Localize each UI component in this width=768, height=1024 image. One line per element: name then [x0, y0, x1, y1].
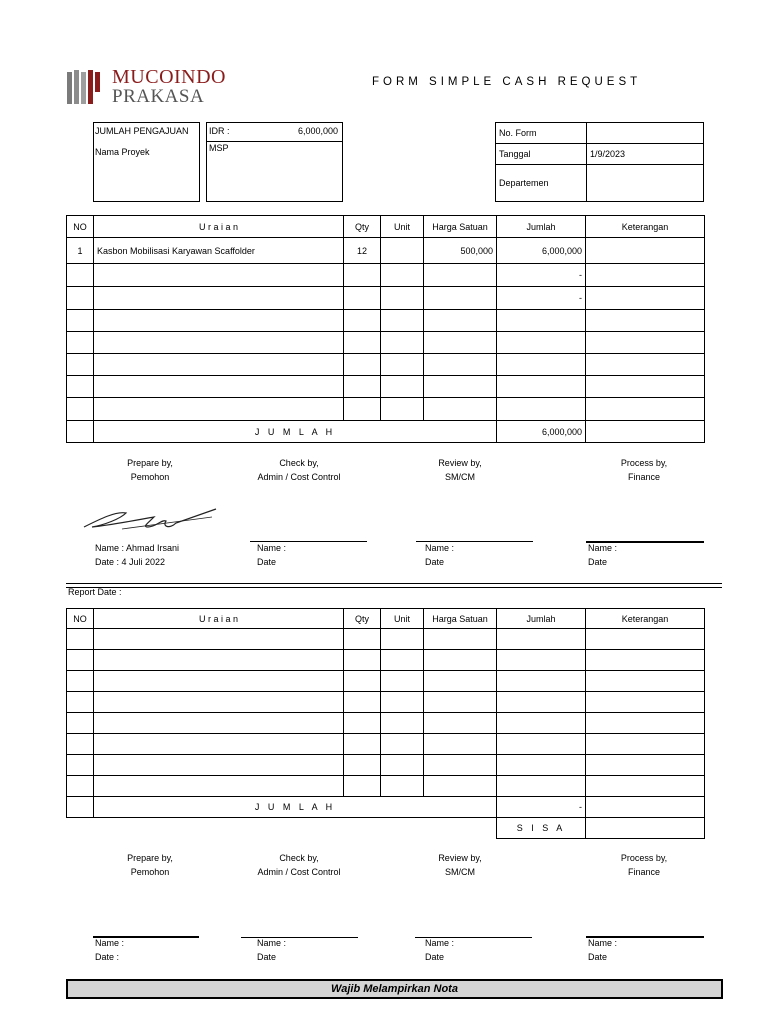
cell-uraian: Kasbon Mobilisasi Karyawan Scaffolder — [94, 238, 344, 264]
table-row — [67, 310, 705, 332]
cell-no — [67, 629, 94, 650]
cell-qty — [344, 629, 381, 650]
cell-harga — [424, 264, 497, 287]
cell-harga: 500,000 — [424, 238, 497, 264]
cell-qty — [344, 671, 381, 692]
cell-qty — [344, 734, 381, 755]
cell-jumlah — [497, 671, 586, 692]
sig2-prepare-role: Prepare by, — [127, 853, 173, 863]
cell-keterangan — [586, 713, 705, 734]
cell-qty — [344, 354, 381, 376]
sig1-line-check — [250, 541, 367, 542]
cell-harga — [424, 332, 497, 354]
sig2-review-role: Review by, — [438, 853, 482, 863]
section-divider — [66, 583, 722, 588]
sig2-process-sub: Finance — [627, 867, 661, 877]
cell-unit — [381, 671, 424, 692]
cell-jumlah: 6,000,000 — [497, 238, 586, 264]
cell-no — [67, 354, 94, 376]
cell-unit — [381, 287, 424, 310]
cell-no — [67, 376, 94, 398]
cell-jumlah — [497, 776, 586, 797]
table-row — [67, 398, 705, 421]
header-unit: Unit — [381, 609, 424, 629]
sig2-check-name: Name : — [257, 938, 287, 948]
cell-jumlah — [497, 755, 586, 776]
cell-keterangan — [586, 734, 705, 755]
cell-unit — [381, 310, 424, 332]
header-qty: Qty — [344, 609, 381, 629]
idr-divider — [206, 141, 343, 142]
sig1-review-role: Review by, — [438, 458, 482, 468]
cell-unit — [381, 376, 424, 398]
table-row — [67, 332, 705, 354]
cell-no — [67, 310, 94, 332]
table-row — [67, 755, 705, 776]
cell-no — [67, 287, 94, 310]
cell-jumlah — [497, 354, 586, 376]
tanggal-value: 1/9/2023 — [587, 144, 704, 165]
cell-uraian — [94, 354, 344, 376]
table-row — [67, 238, 705, 264]
cell-uraian — [94, 776, 344, 797]
cell-qty — [344, 376, 381, 398]
sisa-table — [496, 817, 705, 839]
sig1-prepare-role: Prepare by, — [127, 458, 173, 468]
sig1-prepare-date: Date : 4 Juli 2022 — [95, 557, 166, 567]
sig2-process-date: Date — [588, 952, 608, 962]
cell-uraian — [94, 398, 344, 421]
company-name-line2: PRAKASA — [112, 86, 205, 107]
cell-keterangan — [586, 310, 705, 332]
cell-qty — [344, 332, 381, 354]
cell-keterangan — [586, 629, 705, 650]
cell-no — [67, 755, 94, 776]
cell-jumlah — [497, 310, 586, 332]
cell-keterangan — [586, 398, 705, 421]
header-harga-satuan: Harga Satuan — [424, 216, 497, 238]
cell-unit — [381, 238, 424, 264]
header-no: NO — [67, 609, 94, 629]
report-date-label: Report Date : — [68, 587, 122, 597]
sig1-process-sub: Finance — [627, 472, 661, 482]
form-title: FORM SIMPLE CASH REQUEST — [372, 76, 642, 88]
cell-uraian — [94, 755, 344, 776]
header-no: NO — [67, 216, 94, 238]
cell-keterangan — [586, 287, 705, 310]
cell-jumlah — [497, 332, 586, 354]
table-row — [67, 692, 705, 713]
cell-keterangan — [586, 755, 705, 776]
idr-value: 6,000,000 — [297, 126, 338, 136]
cell-harga — [424, 287, 497, 310]
cell-unit — [381, 264, 424, 287]
cell-keterangan — [586, 692, 705, 713]
cell-qty — [344, 310, 381, 332]
cell-qty — [344, 755, 381, 776]
cell-keterangan — [586, 354, 705, 376]
cell-harga — [424, 376, 497, 398]
cell-unit — [381, 713, 424, 734]
total-value: - — [497, 797, 586, 818]
cell-no — [67, 776, 94, 797]
cell-no — [67, 398, 94, 421]
cell-harga — [424, 776, 497, 797]
sig2-prepare-name: Name : — [95, 938, 125, 948]
cell-uraian — [94, 671, 344, 692]
departemen-label: Departemen — [496, 165, 587, 202]
cell-jumlah: - — [497, 264, 586, 287]
cell-harga — [424, 671, 497, 692]
cell-unit — [381, 692, 424, 713]
table-row — [67, 713, 705, 734]
sig1-check-sub: Admin / Cost Control — [257, 472, 341, 482]
sig1-process-name: Name : — [588, 543, 618, 553]
cell-uraian — [94, 376, 344, 398]
header-qty: Qty — [344, 216, 381, 238]
table-row — [67, 776, 705, 797]
sig1-check-role: Check by, — [279, 458, 319, 468]
cell-qty — [344, 692, 381, 713]
header-uraian: U r a i a n — [94, 609, 344, 629]
table-row — [67, 650, 705, 671]
sig2-process-role: Process by, — [620, 853, 668, 863]
cell-unit — [381, 629, 424, 650]
table-row — [67, 354, 705, 376]
tanggal-label: Tanggal — [496, 144, 587, 165]
cell-uraian — [94, 713, 344, 734]
cell-uraian — [94, 629, 344, 650]
idr-label: IDR : — [209, 126, 230, 136]
cell-keterangan — [586, 238, 705, 264]
cell-uraian — [94, 310, 344, 332]
departemen-value — [587, 165, 704, 202]
cell-keterangan — [586, 671, 705, 692]
cell-jumlah — [497, 398, 586, 421]
sig1-prepare-name: Name : Ahmad Irsani — [95, 543, 180, 553]
sig1-review-date: Date — [425, 557, 445, 567]
cell-unit — [381, 734, 424, 755]
cell-unit — [381, 650, 424, 671]
sig2-check-role: Check by, — [279, 853, 319, 863]
cell-jumlah — [497, 692, 586, 713]
cell-harga — [424, 692, 497, 713]
header-keterangan: Keterangan — [586, 609, 705, 629]
header-uraian: U r a i a n — [94, 216, 344, 238]
footer-note: Wajib Melampirkan Nota — [66, 979, 723, 999]
sig2-review-sub: SM/CM — [445, 867, 475, 877]
table-row — [67, 629, 705, 650]
sig1-prepare-sub: Pemohon — [130, 472, 170, 482]
cell-harga — [424, 354, 497, 376]
total-label: J U M L A H — [94, 797, 497, 818]
cell-harga — [424, 650, 497, 671]
cell-uraian — [94, 332, 344, 354]
cell-no — [67, 692, 94, 713]
cell-qty — [344, 650, 381, 671]
cell-unit — [381, 332, 424, 354]
cell-no — [67, 713, 94, 734]
cell-jumlah — [497, 376, 586, 398]
logo-mark-icon — [66, 68, 104, 106]
cell-uraian — [94, 264, 344, 287]
sig2-prepare-sub: Pemohon — [130, 867, 170, 877]
table-row — [67, 671, 705, 692]
total-value: 6,000,000 — [497, 421, 586, 443]
table-header-row — [67, 216, 705, 238]
cell-unit — [381, 755, 424, 776]
sig1-process-date: Date — [588, 557, 608, 567]
sig1-line-review — [416, 541, 533, 542]
no-form-label: No. Form — [496, 123, 587, 144]
company-name-line1: MUCOINDO — [112, 66, 226, 88]
sig1-check-date: Date — [257, 557, 277, 567]
header-jumlah: Jumlah — [497, 216, 586, 238]
cell-uraian — [94, 692, 344, 713]
cell-jumlah: - — [497, 287, 586, 310]
cell-unit — [381, 398, 424, 421]
sisa-value — [586, 818, 705, 839]
cell-harga — [424, 713, 497, 734]
cell-keterangan — [586, 332, 705, 354]
table-row — [67, 287, 705, 310]
cell-jumlah — [497, 734, 586, 755]
total-label: J U M L A H — [94, 421, 497, 443]
cell-qty — [344, 264, 381, 287]
sig2-review-name: Name : — [425, 938, 455, 948]
project-value: MSP — [209, 143, 229, 153]
header-harga-satuan: Harga Satuan — [424, 609, 497, 629]
sig1-check-name: Name : — [257, 543, 287, 553]
cell-jumlah — [497, 650, 586, 671]
header-unit: Unit — [381, 216, 424, 238]
jumlah-pengajuan-label: JUMLAH PENGAJUAN — [95, 126, 189, 136]
cell-no — [67, 332, 94, 354]
cell-unit — [381, 354, 424, 376]
sisa-label: S I S A — [497, 818, 586, 839]
header-jumlah: Jumlah — [497, 609, 586, 629]
header-keterangan: Keterangan — [586, 216, 705, 238]
sig1-process-role: Process by, — [620, 458, 668, 468]
company-logo — [66, 68, 226, 108]
total-row — [67, 421, 705, 443]
cell-qty — [344, 287, 381, 310]
request-table — [66, 215, 705, 443]
total-row — [67, 797, 705, 818]
nama-proyek-label: Nama Proyek — [95, 147, 150, 157]
cell-jumlah — [497, 629, 586, 650]
no-form-value — [587, 123, 704, 144]
cell-uraian — [94, 734, 344, 755]
cell-qty — [344, 713, 381, 734]
handwritten-signature — [82, 505, 217, 535]
cell-no — [67, 671, 94, 692]
cell-unit — [381, 776, 424, 797]
sig2-process-name: Name : — [588, 938, 618, 948]
cell-qty — [344, 398, 381, 421]
cell-jumlah — [497, 713, 586, 734]
cell-uraian — [94, 650, 344, 671]
form-info-table — [495, 122, 704, 202]
cell-harga — [424, 734, 497, 755]
cell-harga — [424, 755, 497, 776]
sig2-review-date: Date — [425, 952, 445, 962]
table-row — [67, 734, 705, 755]
cell-no: 1 — [67, 238, 94, 264]
sig2-check-sub: Admin / Cost Control — [257, 867, 341, 877]
table-row — [67, 376, 705, 398]
table-header-row — [67, 609, 705, 629]
cell-harga — [424, 629, 497, 650]
sig2-check-date: Date — [257, 952, 277, 962]
cell-no — [67, 734, 94, 755]
sig1-review-sub: SM/CM — [445, 472, 475, 482]
cell-keterangan — [586, 376, 705, 398]
cell-no — [67, 650, 94, 671]
sig2-prepare-date: Date : — [95, 952, 120, 962]
cell-no — [67, 264, 94, 287]
cell-harga — [424, 310, 497, 332]
cell-uraian — [94, 287, 344, 310]
cell-keterangan — [586, 776, 705, 797]
cell-qty: 12 — [344, 238, 381, 264]
cell-qty — [344, 776, 381, 797]
cell-keterangan — [586, 264, 705, 287]
sig1-review-name: Name : — [425, 543, 455, 553]
cell-harga — [424, 398, 497, 421]
cell-keterangan — [586, 650, 705, 671]
report-table — [66, 608, 705, 818]
table-row — [67, 264, 705, 287]
